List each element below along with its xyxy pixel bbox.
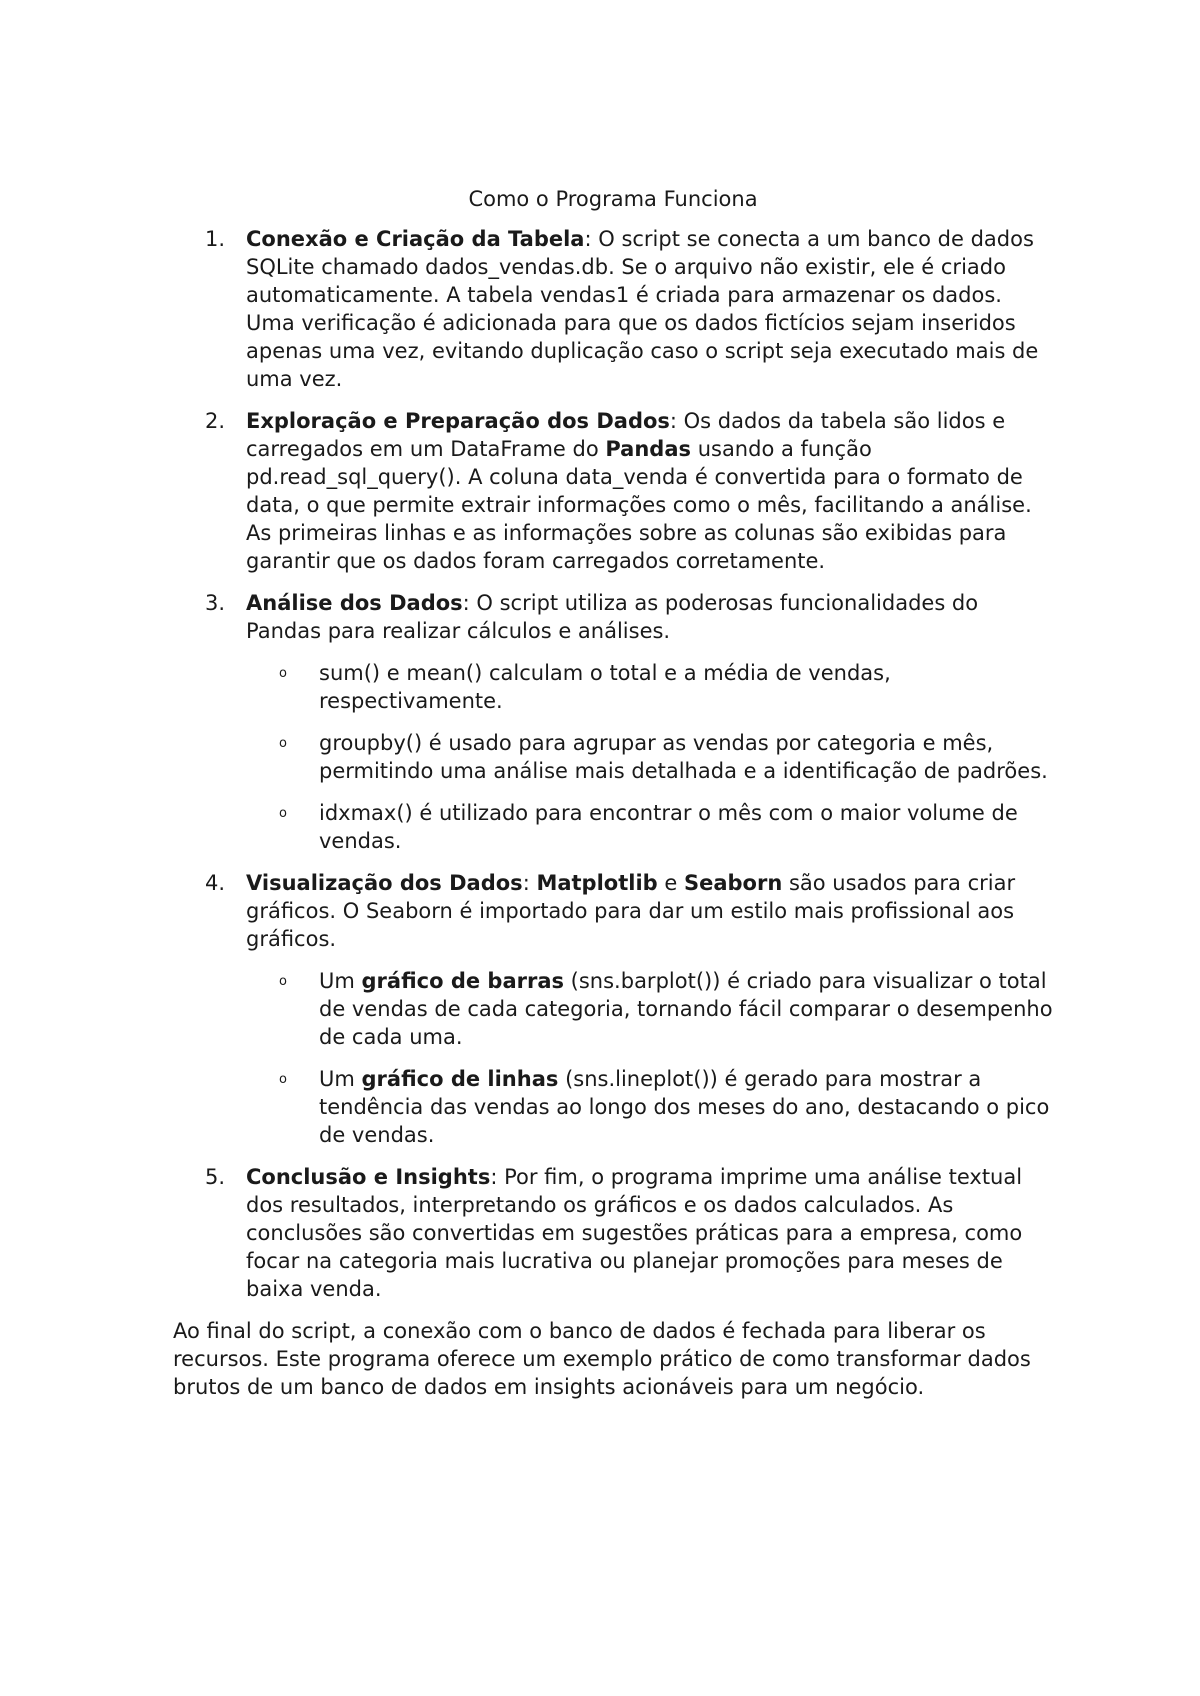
item-bold-term: Seaborn — [683, 871, 783, 895]
sub-list-item — [246, 799, 1053, 855]
item-text: usando a função pd.read_sql_query(). A coluna data_venda é convertida para o formato de data, o que permite extrair informações como o mês, facilitando a análise. As primeiras linhas e as informações sobre as colunas são exibidas para garantir que os dados foram carregados corretamente. — [246, 437, 1032, 573]
circle-bullet-icon: o — [279, 666, 287, 681]
list-item-3 — [173, 589, 1053, 855]
list-number: 2. — [205, 409, 226, 433]
circle-bullet-icon: o — [279, 806, 287, 821]
item-heading: Análise dos Dados — [246, 591, 463, 615]
sub-list — [246, 967, 1053, 1149]
item-bold-term: gráfico de barras — [361, 969, 564, 993]
item-text: : O script se conecta a um banco de dados SQLite chamado dados_vendas.db. Se o arquivo não existir, ele é criado automaticamente. A tabela vendas1 é criada para armazenar os dados. Uma verificação é adicionada para que os dados fictícios sejam inseridos apenas uma vez, evitando duplicação caso o script seja executado mais de uma vez. — [246, 227, 1039, 391]
sub-item-text: sum() e mean() calculam o total e a média de vendas, respectivamente. — [319, 661, 891, 713]
item-heading: Conexão e Criação da Tabela — [246, 227, 585, 251]
list-number: 1. — [205, 227, 226, 251]
sub-list-item — [246, 729, 1053, 785]
circle-bullet-icon: o — [279, 974, 287, 989]
circle-bullet-icon: o — [279, 1072, 287, 1087]
numbered-list — [173, 225, 1053, 1303]
item-text: : — [522, 871, 537, 895]
list-number: 4. — [205, 871, 226, 895]
list-number: 3. — [205, 591, 226, 615]
item-bold-term: Pandas — [605, 437, 692, 461]
item-text: : Por fim, o programa imprime uma análise textual dos resultados, interpretando os gráficos e os dados calculados. As conclusões são convertidas em sugestões práticas para a empresa, como focar na categoria mais lucrativa ou planejar promoções para meses de baixa venda. — [246, 1165, 1023, 1301]
document-title: Como o Programa Funciona — [468, 187, 758, 211]
sub-list-item — [246, 967, 1053, 1051]
item-text: e — [657, 871, 684, 895]
list-item-2 — [173, 407, 1053, 575]
sub-list-item — [246, 659, 1053, 715]
sub-list-item — [246, 1065, 1053, 1149]
item-heading: Visualização dos Dados — [246, 871, 523, 895]
list-number: 5. — [205, 1165, 226, 1189]
item-bold-term: gráfico de linhas — [361, 1067, 559, 1091]
list-item-5 — [173, 1163, 1053, 1303]
item-text: : Os dados da tabela são lidos e carregados em um DataFrame do — [246, 409, 1006, 461]
sub-item-text: idxmax() é utilizado para encontrar o mês com o maior volume de vendas. — [319, 801, 1018, 853]
item-heading: Exploração e Preparação dos Dados — [246, 409, 670, 433]
item-text: são usados para criar gráficos. O Seaborn é importado para dar um estilo mais profissional aos gráficos. — [246, 871, 1016, 951]
sub-item-text: Um — [319, 1067, 362, 1091]
circle-bullet-icon: o — [279, 736, 287, 751]
list-item-1 — [173, 225, 1053, 393]
sub-list — [246, 659, 1053, 855]
document-page — [173, 185, 1053, 1401]
sub-item-text: (sns.barplot()) é criado para visualizar o total de vendas de cada categoria, tornando fácil comparar o desempenho de cada uma. — [319, 969, 1053, 1049]
sub-item-text: Um — [319, 969, 362, 993]
closing-paragraph: Ao final do script, a conexão com o banco de dados é fechada para liberar os recursos. Este programa oferece um exemplo prático de como transformar dados brutos de um banco de dados em insights acionáveis para um negócio. — [173, 1319, 1031, 1399]
item-heading: Conclusão e Insights — [246, 1165, 491, 1189]
list-item-4 — [173, 869, 1053, 1149]
item-bold-term: Matplotlib — [536, 871, 658, 895]
sub-item-text: (sns.lineplot()) é gerado para mostrar a tendência das vendas ao longo dos meses do ano, destacando o pico de vendas. — [319, 1067, 1050, 1147]
sub-item-text: groupby() é usado para agrupar as vendas por categoria e mês, permitindo uma análise mais detalhada e a identificação de padrões. — [319, 731, 1048, 783]
item-text: : O script utiliza as poderosas funcionalidades do Pandas para realizar cálculos e análises. — [246, 591, 979, 643]
